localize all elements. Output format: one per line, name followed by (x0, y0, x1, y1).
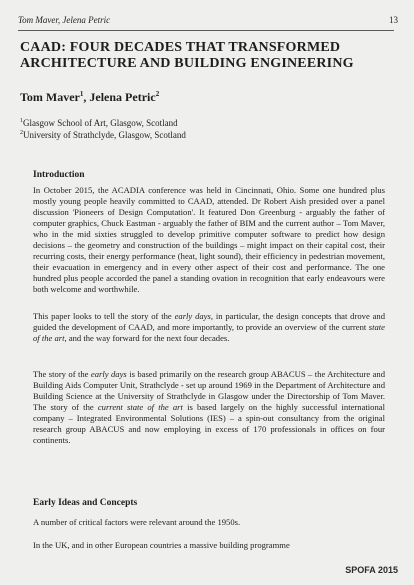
p3-italic-current-state: current state of the art (97, 402, 183, 413)
author-line (20, 90, 159, 105)
paper-title-line-2: ARCHITECTURE AND BUILDING ENGINEERING (20, 56, 354, 71)
footer-conference-mark: SPOFA 2015 (345, 565, 398, 575)
p3-italic-early-days: early days (90, 369, 127, 379)
affiliation-1-text: Glasgow School of Art, Glasgow, Scotland (23, 118, 178, 128)
p2-text-a: This paper looks to tell the story of the (33, 311, 175, 321)
running-head-authors: Tom Maver, Jelena Petric (18, 15, 111, 25)
paper-title-line-1: CAAD: FOUR DECADES THAT TRANSFORMED (20, 40, 341, 55)
intro-paragraph-2 (33, 311, 385, 344)
author-1: Tom Maver (20, 90, 80, 104)
p2-italic-state-of-art: state of the art (33, 322, 385, 344)
author-1-affil-mark: 1 (79, 90, 84, 98)
page-number: 13 (389, 15, 398, 25)
p2-italic-early-days: early days (174, 311, 211, 321)
author-separator: , (83, 90, 90, 104)
author-2: Jelena Petric (89, 90, 156, 104)
p3-text-b: is based primarily on the research group ABACUS – the Architecture and Building Aids Computer Unit, Strathclyde - set up around 1969 in the Department of Architecture and Building Science at the University of Strathclyde in Glasgow under the Directorship of Tom Maver. The story of the (33, 369, 385, 413)
intro-paragraph-1: In October 2015, the ACADIA conference was held in Cincinnati, Ohio. Some one hundred plus mostly young people heavily committed to CAAD, attended. Dr Robert Aish presided over a panel discussion 'Pioneers of Design Computation'. It featured Don Greenburg - arguably the father of computer graphics, Chuck Eastman - arguably the father of BIM and the current author – Tom Maver, who in the mid sixties struggled to develop primitive computer software to predict how design decisions – the geometry and construction of the buildings – might impact on their capital cost, their recurring costs, their energy performance (heat, light sound), their efficiency in pedestrian movement, their evacuation in emergency and in every other aspect of their cost and performance. The one hundred plus people accorded the panel a standing ovation in recognition that early endeavours were both welcome and worthwhile. (33, 185, 385, 295)
affiliation-1-mark: 1 (20, 118, 23, 124)
early-paragraph-1: A number of critical factors were relevant around the 1950s. (33, 517, 241, 527)
header-rule (18, 30, 394, 31)
p3-text-c: is based largely on the highly successful international company – Integrated Environmental Solutions (IES) – a spin-out consultancy from the original research group ABACUS and now employing in excess of 170 professionals in offices on four continents. (33, 402, 385, 446)
running-head (18, 15, 398, 29)
author-2-affil-mark: 2 (155, 90, 160, 98)
early-paragraph-2: In the UK, and in other European countries a massive building programme (33, 540, 290, 550)
section-heading-early-ideas: Early Ideas and Concepts (33, 498, 138, 508)
intro-paragraph-3 (33, 369, 385, 446)
p3-text-a: The story of the (33, 369, 91, 379)
affiliation-2-text: University of Strathclyde, Glasgow, Scotland (23, 130, 186, 140)
p2-text-c: , and the way forward for the next four decades. (64, 333, 230, 344)
affiliation-2-mark: 2 (20, 130, 23, 136)
p2-text-b: , in particular, the design concepts that drove and guided the development of CAAD, and more importantly, to provide an overview of the current (33, 311, 386, 333)
affiliation-2 (20, 127, 186, 141)
paper-title (20, 40, 380, 72)
section-heading-introduction: Introduction (33, 170, 85, 180)
